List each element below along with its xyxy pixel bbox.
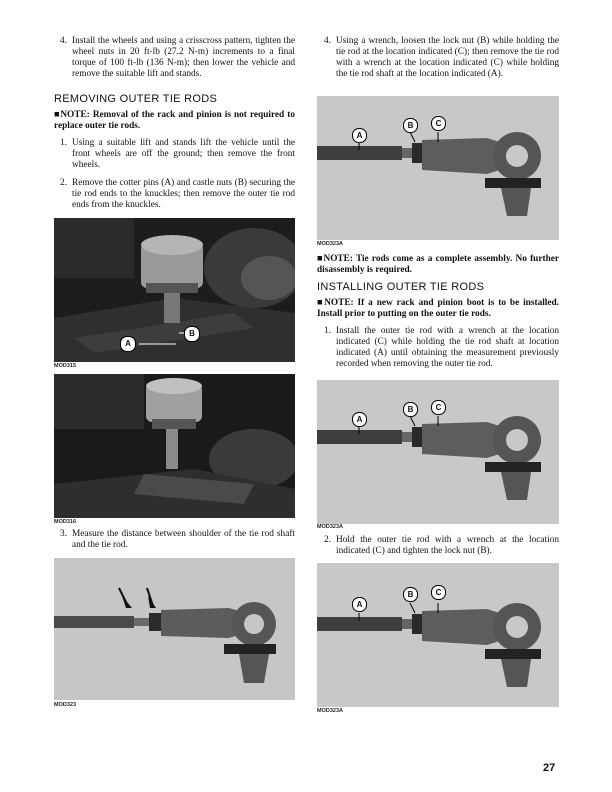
step-number: 3.: [60, 529, 67, 539]
callout-a: A: [120, 336, 136, 352]
step-number: 1.: [60, 138, 67, 148]
photo-caption: MOD323A: [317, 708, 343, 714]
left-step-4: [60, 36, 295, 80]
photo-tie-rod-callouts-3: [317, 563, 559, 707]
callout-b: B: [403, 402, 418, 417]
step-number: 4.: [324, 36, 331, 46]
step-number: 2.: [324, 535, 331, 545]
step-number: 2.: [60, 178, 67, 188]
left-step-2: [60, 178, 295, 211]
page-number: 27: [543, 762, 556, 774]
photo-tie-rod-measure: [54, 558, 295, 700]
note-removing: ■NOTE: Removal of the rack and pinion is not required to replace outer tie rods.: [54, 110, 295, 131]
note-rack-pinion-boot: ■NOTE: If a new rack and pinion boot is to be installed. Install prior to putting on the outer tie rods.: [317, 298, 559, 319]
step-text: Using a suitable lift and stands lift the vehicle until the front wheels are off the ground; then remove the front wheels.: [72, 138, 295, 170]
callout-b: B: [403, 587, 418, 602]
knuckle-photo-illustration: [54, 218, 295, 362]
step-number: 1.: [324, 326, 331, 336]
callout-b: B: [403, 118, 418, 133]
callout-c: C: [431, 400, 446, 415]
photo-caption: MOD323A: [317, 241, 343, 247]
callout-b: B: [184, 326, 200, 342]
photo-caption: MOD315: [54, 363, 77, 369]
photo-knuckle-removed: [54, 374, 295, 518]
callout-c: C: [431, 116, 446, 131]
photo-caption: MOD323: [54, 702, 77, 708]
step-text: Measure the distance between shoulder of the tie rod shaft and the tie rod.: [72, 529, 295, 550]
callout-a: A: [352, 597, 367, 612]
photo-caption: MOD316: [54, 519, 77, 525]
photo-tie-rod-callouts-1: [317, 96, 559, 240]
left-step-3: [60, 529, 295, 551]
callout-a: A: [352, 128, 367, 143]
note-complete-assembly: ■NOTE: Tie rods come as a complete assembly. No further disassembly is required.: [317, 254, 559, 275]
right-step-1: [324, 326, 559, 370]
callout-c: C: [431, 585, 446, 600]
tie-rod-illustration: [54, 558, 295, 700]
photo-tie-rod-callouts-2: [317, 380, 559, 524]
step-text: Install the wheels and using a crisscross pattern, tighten the wheel nuts in 20 ft-lb (27.2 N-m) increments to a final torque of 100 ft-lb (136 N-m); then lower the vehicle and remove the suitable lift and stands.: [72, 36, 295, 79]
right-step-2: [324, 535, 559, 557]
step-text: Install the outer tie rod with a wrench at the location indicated (C) while holding the tie rod shaft at location indicated (A) until obtaining the measurement previously recorded when removing the outer tie rod.: [336, 326, 559, 369]
photo-caption: MOD323A: [317, 524, 343, 530]
right-step-4: [324, 36, 559, 80]
step-text: Using a wrench, loosen the lock nut (B) while holding the tie rod at the location indicated (C); then remove the tie rod with a wrench at the location indicated (C) while holding the tie rod shaft at the location indicated (A).: [336, 36, 559, 79]
step-text: Remove the cotter pins (A) and castle nuts (B) securing the tie rod ends to the knuckles; then remove the outer tie rod ends from the knuckles.: [72, 178, 295, 210]
photo-knuckle-cotter-pin: [54, 218, 295, 362]
heading-removing-outer-tie-rods: REMOVING OUTER TIE RODS: [54, 93, 218, 105]
knuckle-removed-illustration: [54, 374, 295, 518]
left-step-1: [60, 138, 295, 171]
callout-a: A: [352, 412, 367, 427]
step-text: Hold the outer tie rod with a wrench at the location indicated (C) and tighten the lock nut (B).: [336, 535, 559, 556]
step-number: 4.: [60, 36, 67, 46]
heading-installing-outer-tie-rods: INSTALLING OUTER TIE RODS: [317, 281, 485, 293]
